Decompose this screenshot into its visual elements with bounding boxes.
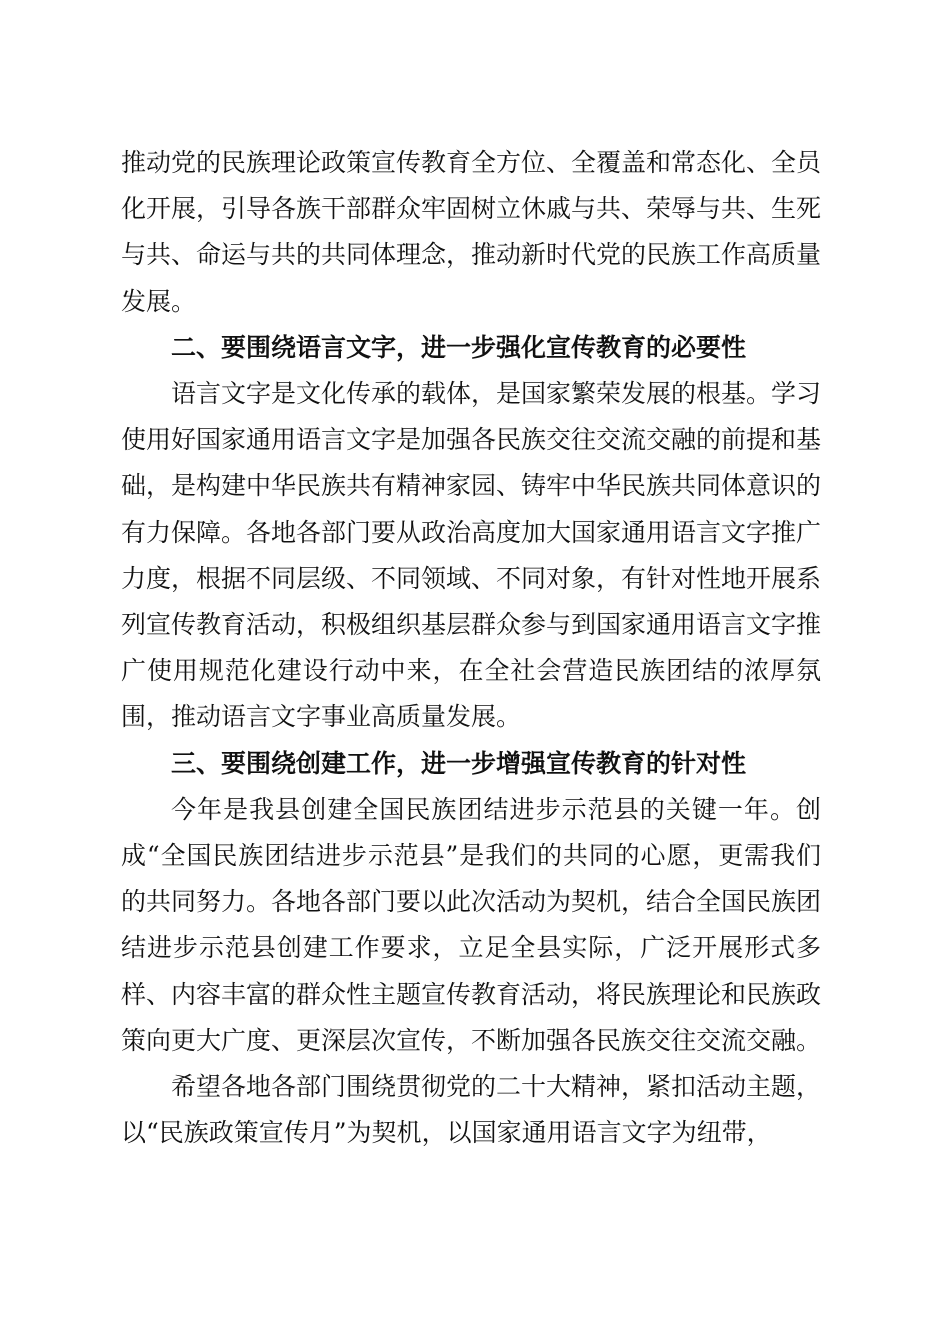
document-body [121, 140, 821, 1156]
section-heading-3: 三、要围绕创建工作，进一步增强宣传教育的针对性 [171, 748, 747, 778]
section-heading-2: 二、要围绕语言文字，进一步强化宣传教育的必要性 [171, 332, 747, 362]
paragraph-continued: 推动党的民族理论政策宣传教育全方位、全覆盖和常态化、全员化开展，引导各族干部群众牢固树立休戚与共、荣辱与共、生死与共、命运与共的共同体理念，推动新时代党的民族工作高质量发展。 [121, 148, 822, 316]
paragraph-creation: 今年是我县创建全国民族团结进步示范县的关键一年。创成“全国民族团结进步示范县”是我们的共同的心愿，更需我们的共同努力。各地各部门要以此次活动为契机，结合全国民族团结进步示范县创建工作要求，立足全县实际，广泛开展形式多样、内容丰富的群众性主题宣传教育活动，将民族理论和民族政策向更大广度、更深层次宣传，不断加强各民族交往交流交融。 [121, 794, 822, 1055]
paragraph-language: 语言文字是文化传承的载体，是国家繁荣发展的根基。学习使用好国家通用语言文字是加强各民族交往交流交融的前提和基础，是构建中华民族共有精神家园、铸牢中华民族共同体意识的有力保障。各地各部门要从政治高度加大国家通用语言文字推广力度，根据不同层级、不同领域、不同对象，有针对性地开展系列宣传教育活动，积极组织基层群众参与到国家通用语言文字推广使用规范化建设行动中来，在全社会营造民族团结的浓厚氛围，推动语言文字事业高质量发展。 [121, 379, 822, 732]
paragraph-closing: 希望各地各部门围绕贯彻党的二十大精神，紧扣活动主题，以“民族政策宣传月”为契机，以国家通用语言文字为纽带， [121, 1072, 822, 1148]
